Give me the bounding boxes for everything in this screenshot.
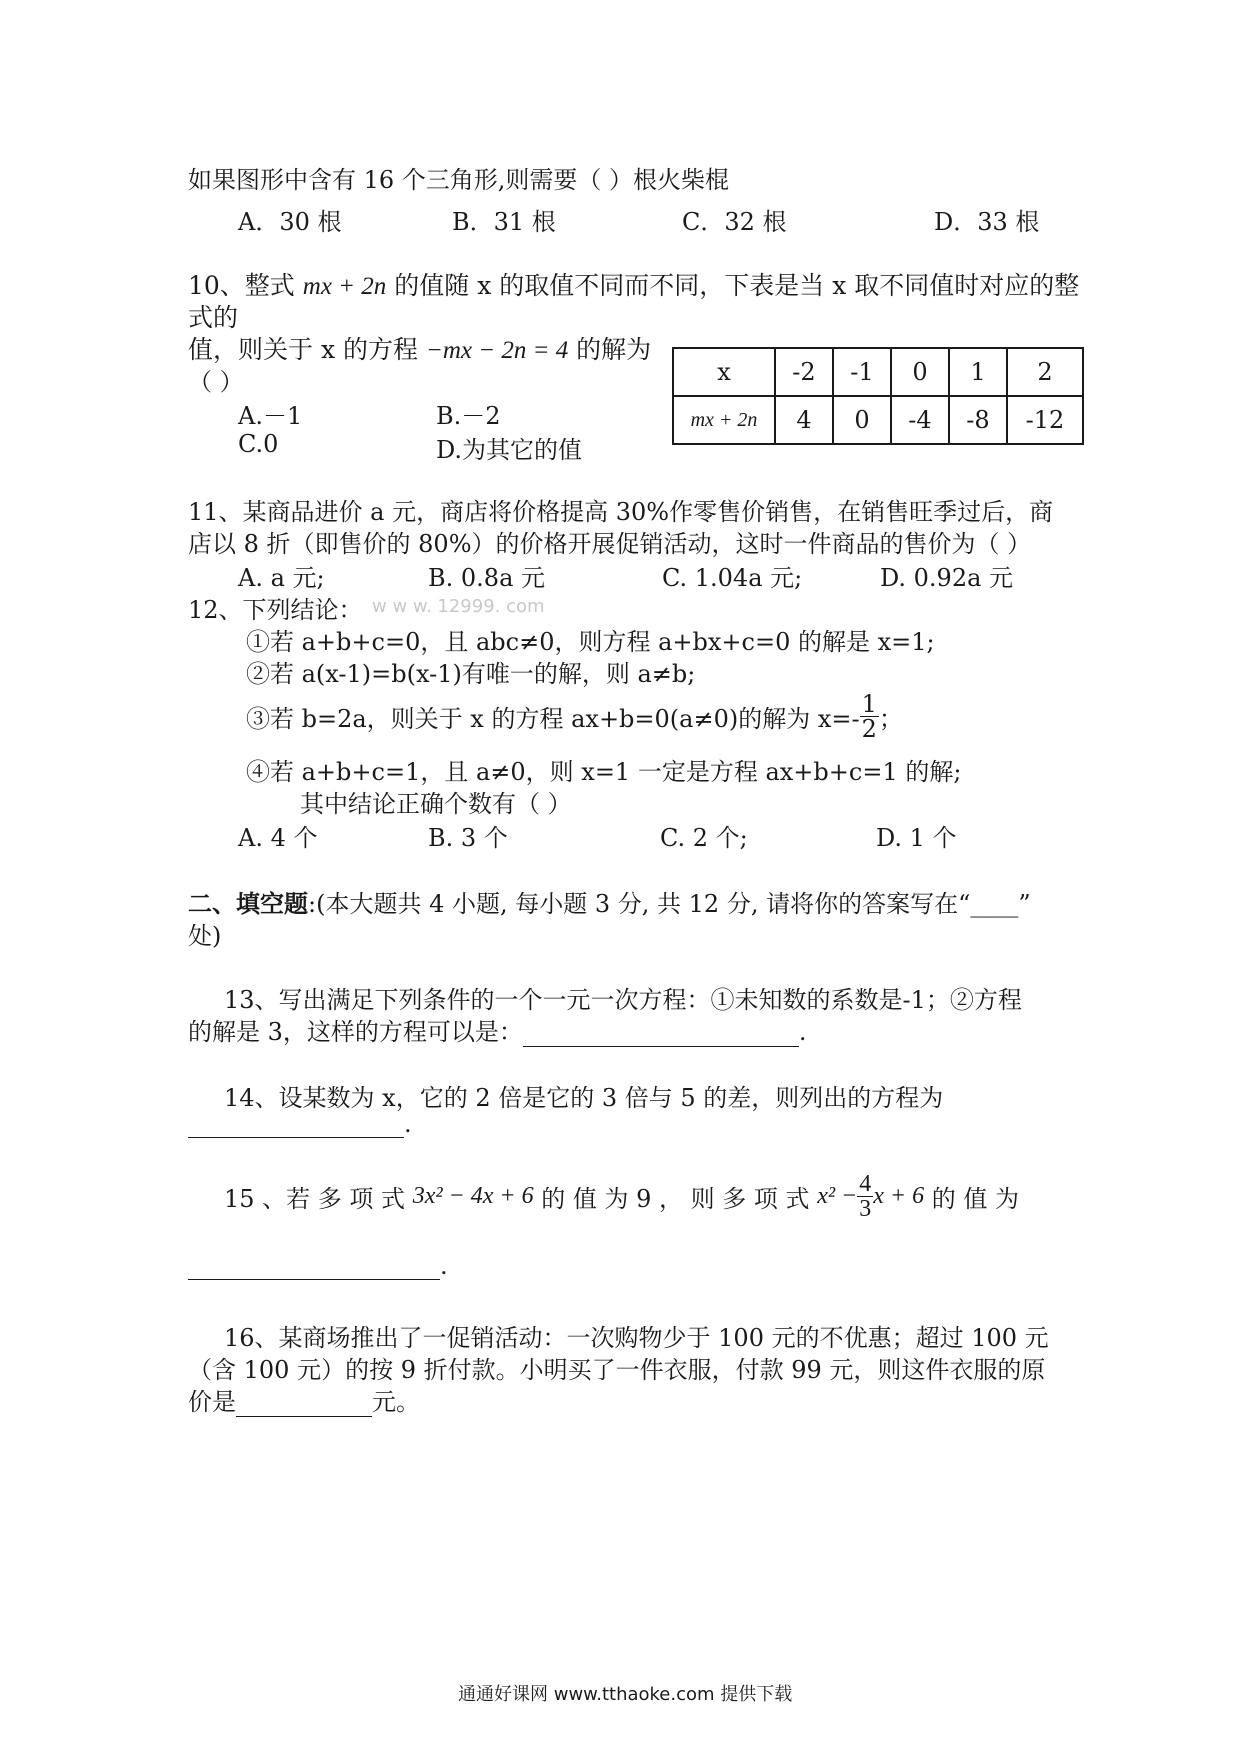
q13-answer-blank[interactable] xyxy=(523,1022,799,1047)
q12-option-b: B. 3 个 xyxy=(428,824,508,852)
table-cell: 1 xyxy=(949,348,1007,396)
q15-line1 xyxy=(224,1172,1019,1221)
q16-line3-a: 价是 xyxy=(188,1388,236,1416)
q12-statement-4: ④若 a+b+c=1，且 a≠0，则 x=1 一定是方程 ax+b+c=1 的解; xyxy=(246,758,962,786)
q15-end: . xyxy=(440,1252,448,1280)
table-cell: -1 xyxy=(833,348,891,396)
q9-option-b: B．31 根 xyxy=(452,208,556,236)
q13-line1: 13、写出满足下列条件的一个一元一次方程：①未知数的系数是-1；②方程 xyxy=(224,986,1022,1014)
table-header-x: x xyxy=(673,348,775,396)
q14-end: . xyxy=(404,1110,412,1138)
q12-statement-3 xyxy=(246,692,903,741)
q14-line1: 14、设某数为 x，它的 2 倍是它的 3 倍与 5 的差，则列出的方程为 xyxy=(224,1084,944,1112)
q10-line3 xyxy=(188,330,651,366)
section2-line2: 处) xyxy=(188,922,222,950)
table-row xyxy=(673,348,1083,396)
q16-line2: （含 100 元）的按 9 折付款。小明买了一件衣服，付款 99 元，则这件衣服的原 xyxy=(188,1356,1046,1384)
q12-statement-1: ①若 a+b+c=0，且 abc≠0，则方程 a+bx+c=0 的解是 x=1; xyxy=(246,628,935,656)
q11-line2: 店以 8 折（即售价的 80%）的价格开展促销活动，这时一件商品的售价为（ ） xyxy=(188,530,1032,558)
section2-title: 二、填空题 xyxy=(188,889,308,918)
fraction-denominator: 3 xyxy=(859,1196,872,1222)
q15-b: 的 值 为 9 ， 则 多 项 式 xyxy=(541,1185,810,1213)
q15-line2 xyxy=(188,1252,448,1280)
q13-end: . xyxy=(798,1018,807,1046)
table-cell: 0 xyxy=(833,396,891,444)
table-cell: -4 xyxy=(891,396,949,444)
q15-fraction xyxy=(857,1172,873,1221)
table-cell: -2 xyxy=(775,348,833,396)
q11-option-c: C. 1.04a 元; xyxy=(662,564,803,592)
section2-desc: :(本大题共 4 小题, 每小题 3 分, 共 12 分, 请将你的答案写在“____” xyxy=(308,890,1031,918)
q12-option-d: D. 1 个 xyxy=(876,824,957,852)
q10-line1-b: 的值随 x 的取值不同而不同，下表是当 x 取不同值时对应的整 xyxy=(394,271,1080,300)
q14-line2 xyxy=(188,1110,412,1138)
q10-option-b: B.－2 xyxy=(436,402,501,430)
q10-line1-a: 10、整式 xyxy=(188,271,295,300)
q10-paren: （ ） xyxy=(188,368,244,396)
table-row xyxy=(673,396,1083,444)
q12-s3-a: ③若 b=2a，则关于 x 的方程 ax+b=0(a≠0)的解为 x=- xyxy=(246,705,860,733)
q11-option-a: A. a 元; xyxy=(238,564,325,592)
q12-stem: 12、下列结论： xyxy=(188,596,363,624)
q16-line3 xyxy=(188,1382,420,1417)
q11-option-b: B. 0.8a 元 xyxy=(428,564,545,592)
q14-answer-blank[interactable] xyxy=(188,1113,404,1138)
q11-option-d: D. 0.92a 元 xyxy=(880,564,1014,592)
q16-line1: 16、某商场推出了一促销活动：一次购物少于 100 元的不优惠；超过 100 元 xyxy=(224,1324,1049,1352)
q12-statement-2: ②若 a(x-1)=b(x-1)有唯一的解，则 a≠b; xyxy=(246,660,696,688)
table-cell: 4 xyxy=(775,396,833,444)
q10-option-a: A.－1 xyxy=(238,402,303,430)
section2-heading xyxy=(188,884,1031,919)
table-cell: 0 xyxy=(891,348,949,396)
q10-line3-a: 值，则关于 x 的方程 xyxy=(188,335,418,364)
fraction-numerator: 4 xyxy=(859,1171,872,1197)
q13-line2 xyxy=(188,1012,807,1047)
q9-stem: 如果图形中含有 16 个三角形,则需要（ ）根火柴棍 xyxy=(188,166,730,194)
q12-option-c: C. 2 个; xyxy=(660,824,748,852)
q9-option-a: A．30 根 xyxy=(238,208,342,236)
q15-a: 15 、若 多 项 式 xyxy=(224,1185,406,1213)
q15-c: 的 值 为 xyxy=(931,1185,1019,1213)
q16-answer-blank[interactable] xyxy=(236,1392,372,1417)
q10-option-d: D.为其它的值 xyxy=(436,436,583,464)
q10-expr: mx + 2n xyxy=(302,273,387,300)
fraction-numerator: 1 xyxy=(861,690,877,718)
q10-value-table xyxy=(672,347,1084,445)
table-cell: -12 xyxy=(1007,396,1083,444)
q12-question: 其中结论正确个数有（ ） xyxy=(300,790,572,818)
q15-answer-blank[interactable] xyxy=(188,1255,440,1280)
fraction-denominator: 2 xyxy=(861,715,877,743)
q10-line2: 式的 xyxy=(188,303,239,332)
q15-expr1: 3x² − 4x + 6 xyxy=(412,1183,534,1209)
watermark: w w w. 12999. com xyxy=(372,596,545,617)
page-footer: 通通好课网 www.tthaoke.com 提供下载 xyxy=(458,1684,793,1705)
table-header-expr: mx + 2n xyxy=(673,396,775,444)
q13-line2-text: 的解是 3，这样的方程可以是： xyxy=(188,1018,523,1046)
q15-expr2b: x + 6 xyxy=(873,1183,925,1209)
q12-s3-b: ； xyxy=(878,705,903,733)
q10-line1 xyxy=(188,266,1079,302)
q10-equation: −mx − 2n = 4 xyxy=(425,337,569,364)
table-cell: 2 xyxy=(1007,348,1083,396)
q15-expr2a: x² − xyxy=(817,1183,858,1209)
q9-option-d: D．33 根 xyxy=(934,208,1040,236)
q12-s3-fraction xyxy=(860,692,879,741)
q9-option-c: C．32 根 xyxy=(682,208,787,236)
q10-option-c: C.0 xyxy=(238,430,279,458)
q12-option-a: A. 4 个 xyxy=(238,824,318,852)
table-cell: -8 xyxy=(949,396,1007,444)
q10-line3-b: 的解为 xyxy=(576,335,652,364)
q16-line3-b: 元。 xyxy=(372,1388,420,1416)
q11-line1: 11、某商品进价 a 元，商店将价格提高 30%作零售价销售，在销售旺季过后，商 xyxy=(188,498,1054,526)
